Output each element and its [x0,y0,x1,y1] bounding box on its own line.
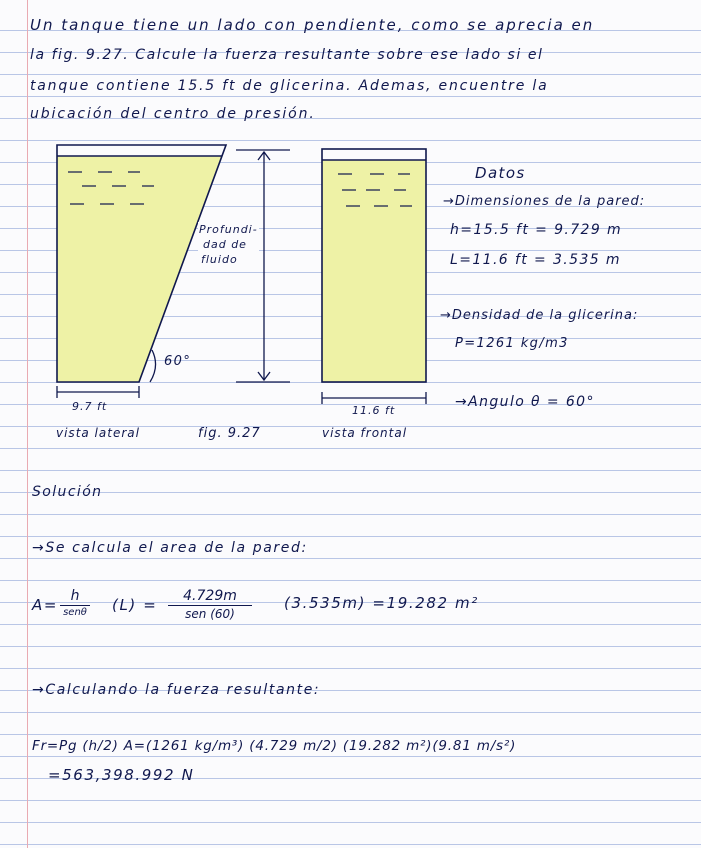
depth-label [198,222,259,267]
area-fraction-1-bar [60,605,90,606]
area-lhs: A= [32,596,59,614]
area-fraction-2-bar [168,605,252,606]
density-value: P=1261 kg/m3 [455,336,569,351]
area-fraction-2-numerator: 4.729m [183,588,237,604]
length-value: L=11.6 ft = 3.535 m [450,252,621,268]
side-view-fluid [57,156,222,382]
depth-label-line-2: dad de [203,238,247,251]
height-value: h=15.5 ft = 9.729 m [450,222,623,238]
side-width-label: 9.7 ft [72,400,108,413]
force-result: =563,398.992 N [48,766,195,784]
datos-title: Datos [475,164,526,182]
solution-title: Solución [32,484,103,500]
front-caption: vista frontal [322,426,408,440]
front-width-label: 11.6 ft [352,404,396,417]
problem-line-4: ubicación del centro de presión. [30,106,316,122]
area-middle: (L) = [112,596,158,614]
area-step-title: →Se calcula el area de la pared: [32,540,308,556]
side-caption: vista lateral [56,426,140,440]
figure-caption: fig. 9.27 [198,426,261,441]
area-result: (3.535m) =19.282 m² [284,594,479,612]
area-fraction-1-denominator: senθ [63,607,87,618]
angle-arc [150,350,156,382]
problem-line-2: la fig. 9.27. Calcule la fuerza resultante sobre ese lado si el [30,47,544,63]
dimensions-title: →Dimensiones de la pared: [443,194,646,209]
force-step-title: →Calculando la fuerza resultante: [32,682,321,698]
problem-line-3: tanque contiene 15.5 ft de glicerina. Ademas, encuentre la [30,78,549,94]
area-fraction-2-denominator: sen (60) [185,607,235,621]
angle-label: 60° [164,354,192,369]
front-view-fluid [322,160,426,382]
angle-value: →Angulo θ = 60° [455,394,595,410]
area-fraction-2 [168,588,252,621]
area-fraction-1 [60,588,90,618]
problem-line-1: Un tanque tiene un lado con pendiente, como se aprecia en [30,16,595,34]
force-equation: Fr=Pg (h/2) A=(1261 kg/m³) (4.729 m/2) (19.282 m²)(9.81 m/s²) [32,738,517,754]
depth-label-line-1: Profundi- [199,223,258,236]
density-title: →Densidad de la glicerina: [440,308,639,323]
area-fraction-1-numerator: h [70,588,80,604]
depth-label-line-3: fluido [201,253,238,266]
